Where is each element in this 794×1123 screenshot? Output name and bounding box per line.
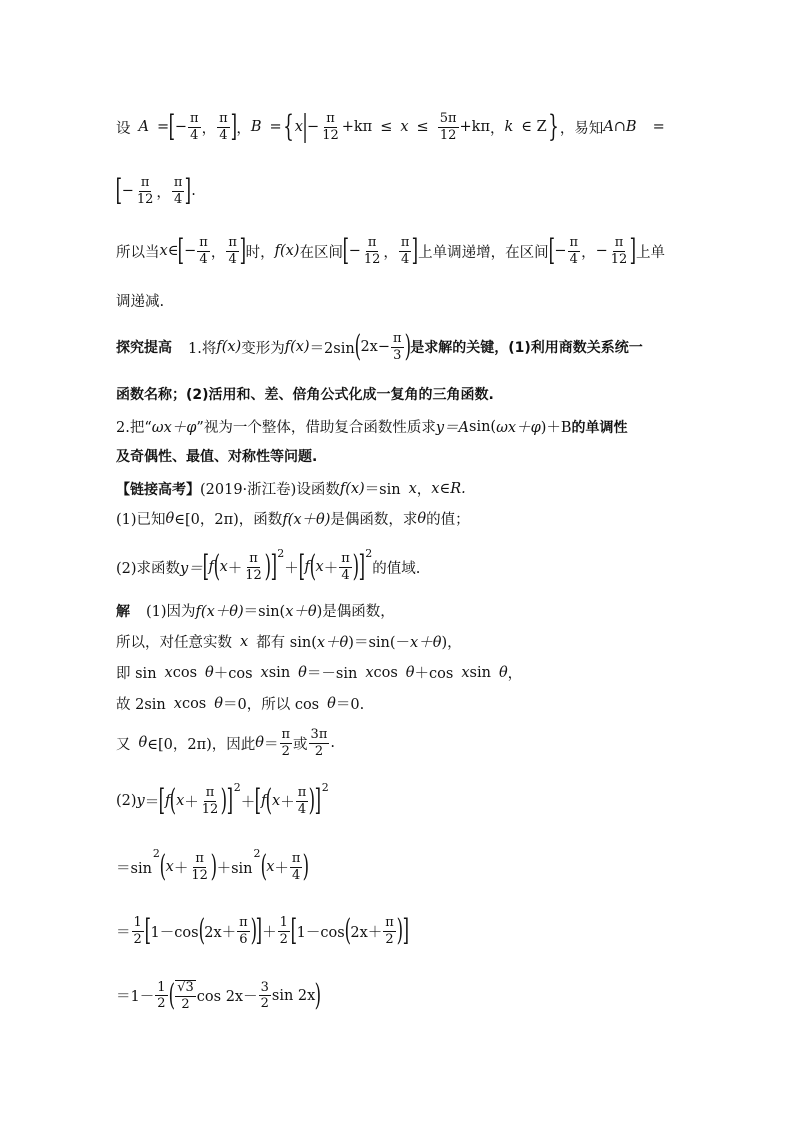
math-fragment: 1.将	[188, 340, 217, 357]
math-fragment: 12	[201, 801, 219, 817]
math-fragment: θ	[405, 664, 415, 681]
math-fragment	[132, 916, 144, 946]
text: =	[156, 119, 170, 136]
math-fragment: 12	[363, 251, 381, 267]
math-fragment: −	[595, 243, 608, 260]
math-fragment	[280, 728, 293, 758]
math-fragment: )	[210, 849, 217, 885]
math-fragment: )	[264, 549, 271, 585]
math-fragment: [	[168, 109, 176, 145]
math-fragment: π	[228, 235, 237, 250]
math-fragment: √3	[177, 980, 194, 995]
math-fragment: (2)	[116, 793, 137, 810]
math-fragment: ＝sin	[364, 482, 401, 498]
math-fragment: π	[190, 111, 199, 126]
math-fragment: )，	[441, 635, 462, 651]
math-fragment: θ	[498, 664, 508, 681]
math-fragment	[399, 236, 412, 266]
math-fragment: ]	[412, 233, 419, 269]
line-18: ＝sin 2 ( x ＋ π 12 ) ＋sin 2 ( x ＋ π 4 )	[116, 846, 310, 885]
line-17: (2) y ＝ [ f ( x ＋ π 12 ) ] 2 ＋ [ f ( x ＋ π 4 ) ] 2	[116, 780, 329, 819]
math-fragment: −	[348, 243, 361, 260]
math-fragment: (	[198, 913, 205, 949]
math-fragment: 所以当	[116, 244, 160, 261]
math-fragment: π	[205, 785, 215, 800]
math-fragment: 变形为	[241, 340, 285, 357]
math-fragment: f	[164, 793, 171, 810]
math-fragment: ，	[581, 244, 596, 261]
math-fragment: )	[314, 977, 322, 1013]
var-b: B	[250, 119, 262, 136]
math-fragment: ，	[507, 666, 523, 682]
math-fragment: ＝	[116, 924, 131, 941]
math-fragment: 1	[157, 979, 166, 995]
math-fragment	[290, 852, 303, 882]
math-fragment: 4	[228, 251, 237, 267]
math-fragment: 12	[136, 191, 154, 207]
math-fragment: x	[272, 793, 281, 810]
math-fragment: 即 sin	[116, 666, 157, 682]
math-fragment: [	[342, 233, 350, 269]
fraction	[217, 112, 230, 142]
math-fragment: sin	[268, 664, 291, 681]
math-fragment: cos	[181, 695, 207, 712]
math-fragment: 的值；	[426, 512, 470, 528]
text: ，	[201, 120, 217, 137]
line-15	[116, 693, 682, 714]
math-fragment: ＝	[144, 794, 160, 811]
math-fragment: ]	[230, 109, 237, 145]
var-a: A	[138, 119, 149, 136]
math-fragment: 是偶函数，求	[330, 512, 418, 528]
math-fragment: )	[404, 329, 411, 365]
math-fragment: θ	[298, 664, 307, 681]
math-fragment: 设函数	[296, 482, 340, 498]
line-10	[116, 508, 682, 529]
math-fragment: 1－cos	[150, 924, 199, 941]
math-fragment: [	[178, 233, 185, 269]
math-fragment: π	[219, 111, 228, 126]
math-fragment: x	[164, 664, 173, 681]
line-19	[116, 913, 682, 949]
math-fragment: [	[290, 913, 298, 949]
math-fragment: 故 2sin	[116, 697, 166, 713]
math-fragment: (2)求函数	[116, 560, 181, 577]
math-fragment: [	[158, 783, 166, 819]
math-fragment: 4	[219, 127, 228, 143]
math-fragment: −	[554, 243, 567, 260]
text: ∈ Z	[521, 119, 547, 136]
math-fragment: (	[168, 977, 175, 1013]
math-fragment: −	[121, 183, 134, 200]
math-fragment: ]	[185, 173, 192, 209]
math-fragment: 4	[199, 251, 208, 267]
math-fragment: x	[260, 664, 269, 681]
math-fragment: ∈[0，2π)，因此	[147, 736, 256, 753]
math-fragment: 4	[190, 127, 199, 143]
math-fragment: ＝1－	[116, 989, 155, 1006]
line-4	[116, 290, 682, 311]
math-fragment: ＝0.	[335, 697, 365, 713]
math-fragment: 2	[321, 780, 329, 794]
math-fragment: (2019·浙江卷)	[200, 482, 297, 498]
math-fragment: π	[239, 915, 248, 930]
math-fragment: 12	[610, 251, 628, 267]
math-fragment	[296, 786, 309, 816]
math-fragment	[200, 786, 221, 816]
math-fragment: y	[136, 793, 145, 810]
math-fragment: x	[408, 480, 417, 497]
math-fragment: )＋B	[540, 420, 572, 436]
math-fragment: (	[159, 849, 167, 885]
text: +kπ	[459, 119, 490, 136]
line-16	[116, 728, 682, 758]
math-fragment: [	[548, 233, 555, 269]
section-title: 探究提高	[116, 340, 172, 357]
line-8	[116, 446, 682, 466]
math-fragment: )	[250, 913, 257, 949]
math-fragment: ∈	[167, 243, 179, 260]
math-fragment: 6	[239, 931, 248, 947]
math-fragment: 2	[277, 546, 285, 560]
math-fragment: ＋cos	[213, 666, 253, 682]
text: ≤	[380, 119, 393, 136]
math-fragment: x	[365, 664, 374, 681]
math-fragment: π	[297, 785, 307, 800]
math-fragment	[226, 236, 239, 266]
math-fragment: 所以，对任意实数	[116, 635, 232, 651]
math-fragment: ]	[358, 549, 365, 585]
math-fragment: f(x＋θ)	[195, 604, 244, 620]
math-fragment: f(x＋θ)	[282, 512, 331, 528]
math-fragment: 2x＋	[204, 924, 237, 941]
math-fragment: π	[281, 727, 291, 742]
math-fragment: π	[569, 235, 579, 250]
math-fragment: 2.把“	[116, 420, 152, 436]
math-fragment: 4	[174, 191, 183, 207]
math-fragment: ]	[402, 913, 409, 949]
math-fragment: θ	[205, 664, 214, 681]
math-fragment	[609, 236, 630, 266]
math-fragment: π	[195, 851, 204, 866]
fraction	[438, 112, 459, 142]
math-fragment: (	[213, 549, 220, 585]
text: −	[307, 119, 320, 136]
math-fragment	[189, 852, 210, 882]
math-fragment: [	[115, 173, 123, 209]
line-1	[116, 109, 682, 145]
math-fragment: 是求解的关键，(1)利用商数关系统一	[410, 340, 643, 357]
math-fragment: f(x)	[274, 243, 300, 260]
math-fragment: π	[614, 235, 624, 250]
math-fragment: π	[367, 235, 377, 250]
math-fragment: π	[385, 915, 394, 930]
text: A∩B	[603, 119, 637, 136]
math-fragment: )＝sin(－	[348, 635, 411, 651]
math-fragment: π	[199, 235, 208, 250]
math-fragment: ＝	[264, 736, 279, 753]
fraction	[188, 112, 201, 142]
text: ，	[236, 120, 251, 137]
math-fragment: ，	[210, 244, 226, 261]
line-2	[115, 173, 682, 209]
math-fragment: 12	[322, 127, 339, 143]
math-fragment: θ	[327, 695, 336, 712]
math-fragment: 1	[133, 915, 142, 930]
math-fragment: f(x)	[216, 339, 242, 356]
line-11: (2)求函数 y＝ [ f ( x ＋ π 12 ) ] 2 ＋ [ f ( x ＋ π 4 ) ] 2 的值域.	[116, 546, 421, 585]
math-fragment: ，	[383, 244, 398, 261]
math-fragment: [	[254, 783, 262, 819]
math-fragment: 3π	[310, 727, 328, 742]
line-7	[116, 416, 682, 437]
math-fragment: ωx＋φ	[151, 420, 197, 436]
text: ≤	[416, 119, 429, 136]
var-k: k	[504, 119, 514, 136]
math-fragment: ＋sin	[216, 860, 253, 877]
math-fragment: ]	[226, 783, 234, 819]
math-fragment	[339, 552, 352, 582]
math-fragment: 1	[279, 915, 288, 930]
math-fragment: [	[144, 913, 151, 949]
math-fragment: f	[304, 559, 310, 576]
text: =	[652, 119, 665, 136]
math-fragment: (	[169, 783, 177, 819]
math-fragment	[568, 236, 581, 266]
line-6	[116, 384, 682, 404]
math-fragment: cos	[373, 664, 398, 681]
math-fragment: x	[176, 793, 185, 810]
math-fragment: 4	[401, 251, 410, 267]
math-fragment: sin(	[469, 418, 497, 435]
math-fragment: 4	[569, 251, 578, 267]
math-fragment: 3	[260, 979, 269, 995]
math-fragment: f(x)	[284, 339, 310, 356]
math-fragment: θ	[255, 735, 264, 752]
math-fragment	[309, 728, 330, 758]
math-fragment: f	[208, 559, 214, 576]
math-fragment: )	[308, 783, 316, 819]
math-fragment: π	[140, 175, 150, 190]
math-fragment: π	[291, 851, 301, 866]
math-fragment: 4	[292, 867, 301, 883]
line-20	[116, 977, 682, 1013]
math-fragment: 又	[116, 736, 131, 753]
var-x: x	[400, 119, 409, 136]
math-fragment: x∈R.	[431, 480, 466, 497]
math-fragment: ωx＋φ	[496, 420, 541, 436]
math-fragment	[243, 552, 264, 582]
math-fragment: 及奇偶性、最值、对称性等问题.	[116, 449, 318, 465]
math-fragment: 2	[279, 931, 288, 947]
solution-label: 解	[116, 603, 130, 620]
math-fragment: 5π	[439, 111, 457, 126]
math-fragment: x	[173, 695, 182, 712]
math-fragment: x＋θ	[316, 635, 349, 651]
line-14	[116, 662, 682, 683]
math-fragment: x	[461, 664, 470, 681]
math-fragment: ”视为一个整体，借助复合函数性质求	[196, 420, 436, 436]
math-fragment: ]	[239, 233, 246, 269]
math-fragment: )	[396, 913, 403, 949]
math-fragment	[391, 332, 404, 362]
math-fragment: (	[265, 783, 273, 819]
text: −	[174, 119, 188, 136]
math-fragment: θ	[165, 510, 175, 527]
math-fragment	[362, 236, 383, 266]
math-fragment: 都有 sin(	[256, 635, 317, 651]
math-fragment: .	[330, 735, 335, 752]
math-fragment: 4	[297, 801, 307, 817]
math-fragment: 2	[181, 996, 190, 1012]
var-x: x	[294, 119, 303, 136]
math-fragment: 12	[439, 127, 457, 143]
math-fragment: 上单	[636, 244, 665, 261]
math-fragment: −	[184, 243, 197, 260]
math-fragment: 2	[314, 743, 324, 759]
math-fragment: θ	[214, 695, 223, 712]
math-fragment: ]	[270, 549, 277, 585]
math-fragment: 2x＋	[350, 924, 383, 941]
math-fragment: (1)已知	[116, 512, 166, 528]
math-fragment	[278, 916, 290, 946]
text: +kπ	[341, 119, 373, 136]
math-fragment: 时，	[245, 244, 275, 261]
math-fragment: π	[173, 175, 183, 190]
math-fragment: (	[344, 913, 351, 949]
math-fragment: y＝	[180, 560, 203, 577]
math-fragment: 函数名称；(2)活用和、差、倍角公式化成一复角的三角函数.	[116, 387, 494, 403]
text: .	[191, 183, 196, 200]
math-fragment: π	[400, 235, 410, 250]
math-fragment: 2	[133, 931, 142, 947]
math-fragment: x	[165, 859, 174, 876]
math-fragment: [	[298, 549, 305, 585]
math-fragment: 或	[293, 736, 308, 753]
math-fragment: ]	[629, 233, 637, 269]
math-fragment	[259, 981, 271, 1011]
math-fragment: {	[282, 109, 294, 145]
math-fragment: [	[202, 549, 209, 585]
math-fragment: cos 2x－	[196, 989, 258, 1006]
math-fragment: x＋θ	[410, 635, 442, 651]
math-fragment: |	[302, 109, 308, 145]
math-fragment: π	[249, 551, 258, 566]
math-fragment: ，	[156, 184, 171, 201]
math-fragment: 4	[341, 567, 350, 583]
math-fragment: π	[341, 551, 350, 566]
math-fragment: 3	[393, 347, 402, 363]
math-fragment: 12	[191, 867, 208, 883]
math-fragment: (1)因为	[146, 604, 196, 620]
math-fragment: cos	[172, 664, 198, 681]
line-13	[116, 631, 682, 652]
math-fragment: ]	[256, 913, 263, 949]
math-fragment: )	[352, 549, 359, 585]
math-fragment: θ	[417, 510, 427, 527]
math-fragment: )是偶函数，	[316, 604, 395, 620]
math-fragment: π	[326, 111, 335, 126]
math-fragment: 2	[281, 743, 290, 759]
math-fragment: (	[309, 549, 316, 585]
text: ，易知	[559, 120, 604, 137]
math-fragment: (	[260, 849, 267, 885]
math-fragment: π	[393, 331, 402, 346]
line-3	[116, 233, 682, 269]
math-fragment: )	[303, 849, 310, 885]
math-fragment: ＝sin(	[243, 604, 286, 620]
math-fragment: 12	[245, 567, 262, 583]
line-9	[116, 478, 682, 499]
math-fragment: 2	[385, 931, 394, 947]
math-fragment: f(x)	[339, 480, 365, 497]
math-fragment	[172, 176, 185, 206]
math-fragment	[197, 236, 210, 266]
math-fragment: )	[220, 783, 228, 819]
text: ，	[490, 120, 505, 137]
math-fragment: (	[354, 329, 361, 365]
math-fragment: ，	[416, 482, 432, 498]
fraction	[320, 112, 341, 142]
math-fragment: x	[315, 559, 324, 576]
math-fragment: 2	[233, 780, 241, 794]
text: =	[269, 119, 282, 136]
math-fragment	[383, 916, 396, 946]
math-fragment: 2	[157, 996, 166, 1012]
text: 设	[116, 120, 131, 137]
math-fragment: ]	[314, 783, 322, 819]
math-fragment: 调递减.	[116, 294, 165, 310]
math-fragment: sin	[469, 664, 491, 681]
math-fragment: θ	[138, 735, 148, 752]
math-fragment: x	[159, 243, 168, 260]
math-fragment: 1－cos	[296, 924, 345, 941]
math-fragment	[237, 916, 250, 946]
math-fragment: ＝0，所以 cos	[222, 697, 320, 713]
math-fragment: x	[219, 559, 228, 576]
section-label: 【链接高考】	[116, 481, 200, 498]
math-fragment: 2	[253, 846, 261, 860]
math-fragment: 2	[365, 546, 373, 560]
math-fragment	[155, 981, 167, 1011]
math-fragment: 的单调性	[571, 419, 628, 436]
math-fragment: ＋cos	[414, 666, 454, 682]
math-fragment: 上单调递增，在区间	[418, 244, 549, 261]
math-fragment: x	[266, 859, 275, 876]
math-fragment: 2	[260, 996, 269, 1012]
math-fragment: ＝sin	[116, 860, 152, 877]
math-fragment: 2	[152, 846, 160, 860]
math-fragment: ＋	[262, 924, 277, 941]
math-fragment: ＝2sin	[309, 340, 355, 357]
math-fragment: x＋θ	[285, 604, 317, 620]
math-fragment: 在区间	[299, 244, 343, 261]
math-fragment: 2x−	[360, 339, 390, 356]
math-fragment	[175, 980, 196, 1011]
math-fragment: ＝－sin	[306, 666, 358, 682]
math-fragment: ∈[0，2π)，函数	[174, 512, 283, 528]
math-fragment: y＝A	[435, 420, 469, 436]
line-12	[116, 600, 682, 621]
math-fragment: sin 2x	[271, 987, 316, 1004]
math-fragment: 的值域.	[372, 560, 421, 577]
math-fragment: f	[260, 793, 267, 810]
math-fragment	[135, 176, 156, 206]
math-fragment: }	[548, 109, 559, 145]
line-5	[116, 329, 682, 365]
math-fragment: x	[240, 633, 249, 650]
